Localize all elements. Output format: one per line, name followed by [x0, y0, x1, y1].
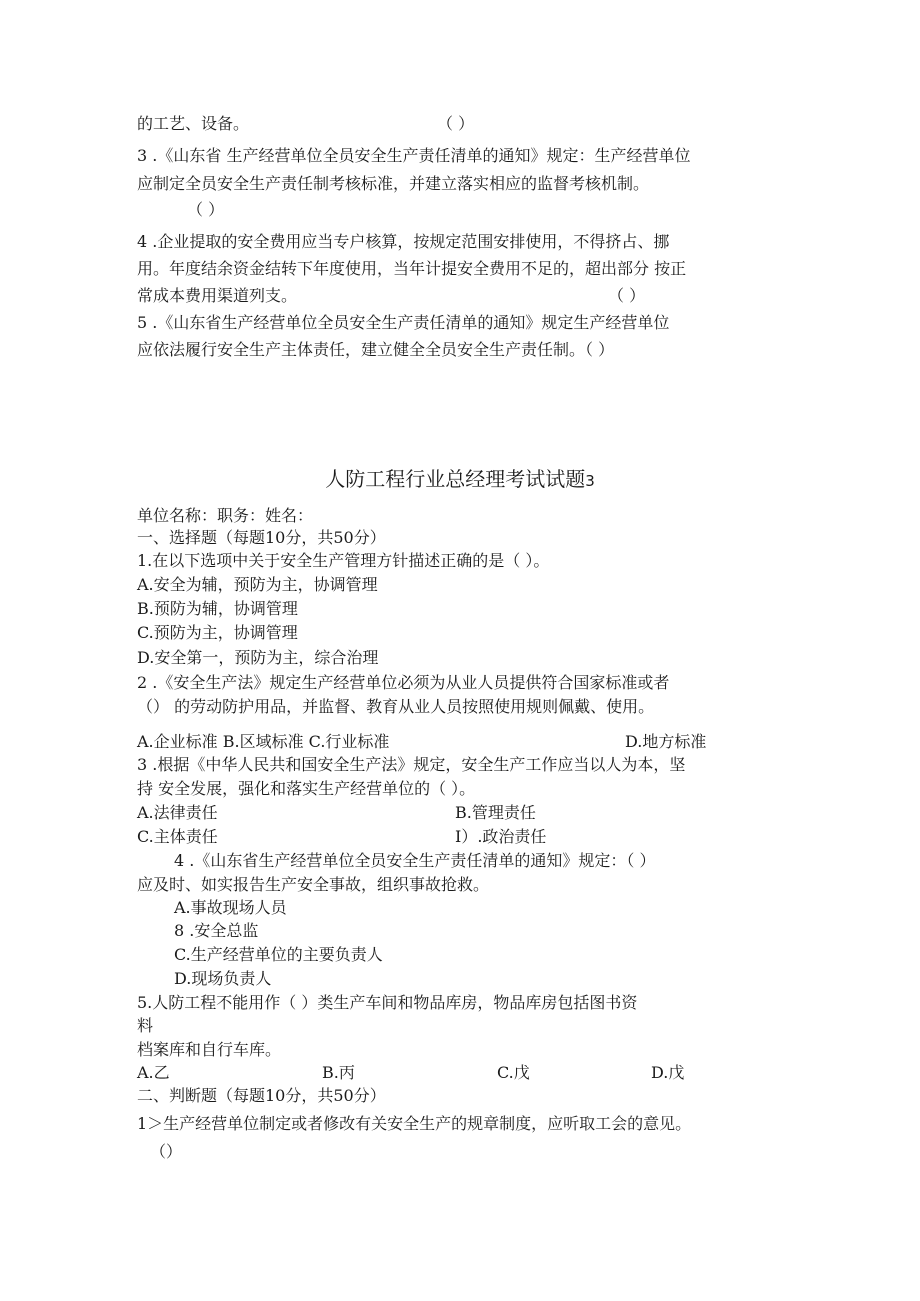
- exam-title-text: 人防工程行业总经理考试试题: [325, 467, 586, 491]
- question-stem: （） 的劳动防护用品，并监督、教育从业人员按照使用规则佩戴、使用。: [137, 697, 655, 716]
- option-d: D.地方标准: [625, 732, 707, 751]
- answer-paren: （）: [150, 1142, 183, 1161]
- question-stem: 2 .《安全生产法》规定生产经营单位必须为从业人员提供符合国家标准或者: [137, 673, 670, 692]
- option-a: A.安全为辅，预防为主，协调管理: [137, 575, 378, 594]
- text-line: 应制定全员安全生产责任制考核标准，并建立落实相应的监督考核机制。: [137, 174, 650, 193]
- text-line: 的工艺、设备。: [137, 114, 250, 133]
- answer-paren: （ ）: [437, 114, 475, 133]
- option-b: B.管理责任: [455, 803, 536, 822]
- question-stem: 3 .根据《中华人民共和国安全生产法》规定，安全生产工作应当以人为本，坚: [137, 755, 686, 774]
- option-b: B.预防为辅，协调管理: [137, 599, 298, 618]
- text-line: 3 .《山东省 生产经营单位全员安全生产责任清单的通知》规定：生产经营单位: [137, 146, 691, 165]
- option-b: B.丙: [322, 1063, 355, 1082]
- options-abc: A.企业标准 B.区域标准 C.行业标准: [137, 732, 390, 751]
- text-line: 用。年度结余资金结转下年度使用，当年计提安全费用不足的，超出部分 按正: [137, 259, 687, 278]
- exam-header: 单位名称：职务：姓名：: [137, 506, 314, 525]
- exam-title-number: 3: [585, 472, 595, 490]
- text-line: 4 .企业提取的安全费用应当专户核算，按规定范围安排使用，不得挤占、挪: [137, 232, 670, 251]
- text-line: 常成本费用渠道列支。: [137, 286, 298, 305]
- question-stem: 档案库和自行车库。: [137, 1040, 282, 1059]
- option-d: D.安全第一，预防为主，综合治理: [137, 648, 379, 667]
- question-stem: 5.人防工程不能用作（ ）类生产车间和物品库房，物品库房包括图书资: [137, 993, 638, 1012]
- question-stem: 4 .《山东省生产经营单位全员安全生产责任清单的通知》规定：（ ）: [174, 851, 656, 870]
- option-c: C.主体责任: [137, 827, 218, 846]
- option-d: D.现场负责人: [174, 969, 272, 988]
- question-stem: 1.在以下选项中关于安全生产管理方针描述正确的是（ ）。: [137, 551, 550, 570]
- answer-paren: （ ）: [608, 286, 646, 305]
- exam-title: [0, 466, 920, 494]
- question-stem: 1＞生产经营单位制定或者修改有关安全生产的规章制度，应听取工会的意见。: [137, 1114, 692, 1133]
- option-c: C.戊: [497, 1063, 530, 1082]
- question-stem: 应及时、如实报告生产安全事故，组织事故抢救。: [137, 875, 490, 894]
- section-heading-judge: 二、判断题（每题10分，共50分）: [137, 1086, 386, 1105]
- option-c: C.预防为主，协调管理: [137, 623, 298, 642]
- text-line: 应依法履行安全生产主体责任，建立健全全员安全生产责任制。（ ）: [137, 340, 615, 359]
- answer-paren: （ ）: [187, 200, 225, 219]
- option-b: 8 .安全总监: [174, 921, 259, 940]
- section-heading-choice: 一、选择题（每题10分，共50分）: [137, 528, 386, 547]
- option-a: A.法律责任: [137, 803, 218, 822]
- option-a: A.乙: [137, 1063, 170, 1082]
- option-d: D.戊: [651, 1063, 685, 1082]
- text-line: 5 .《山东省生产经营单位全员安全生产责任清单的通知》规定生产经营单位: [137, 313, 670, 332]
- question-stem: 料: [137, 1016, 154, 1035]
- option-a: A.事故现场人员: [174, 898, 287, 917]
- question-stem: 持 安全发展，强化和落实生产经营单位的（ ）。: [137, 779, 476, 798]
- option-c: C.生产经营单位的主要负责人: [174, 945, 383, 964]
- option-d: I）.政治责任: [455, 827, 547, 846]
